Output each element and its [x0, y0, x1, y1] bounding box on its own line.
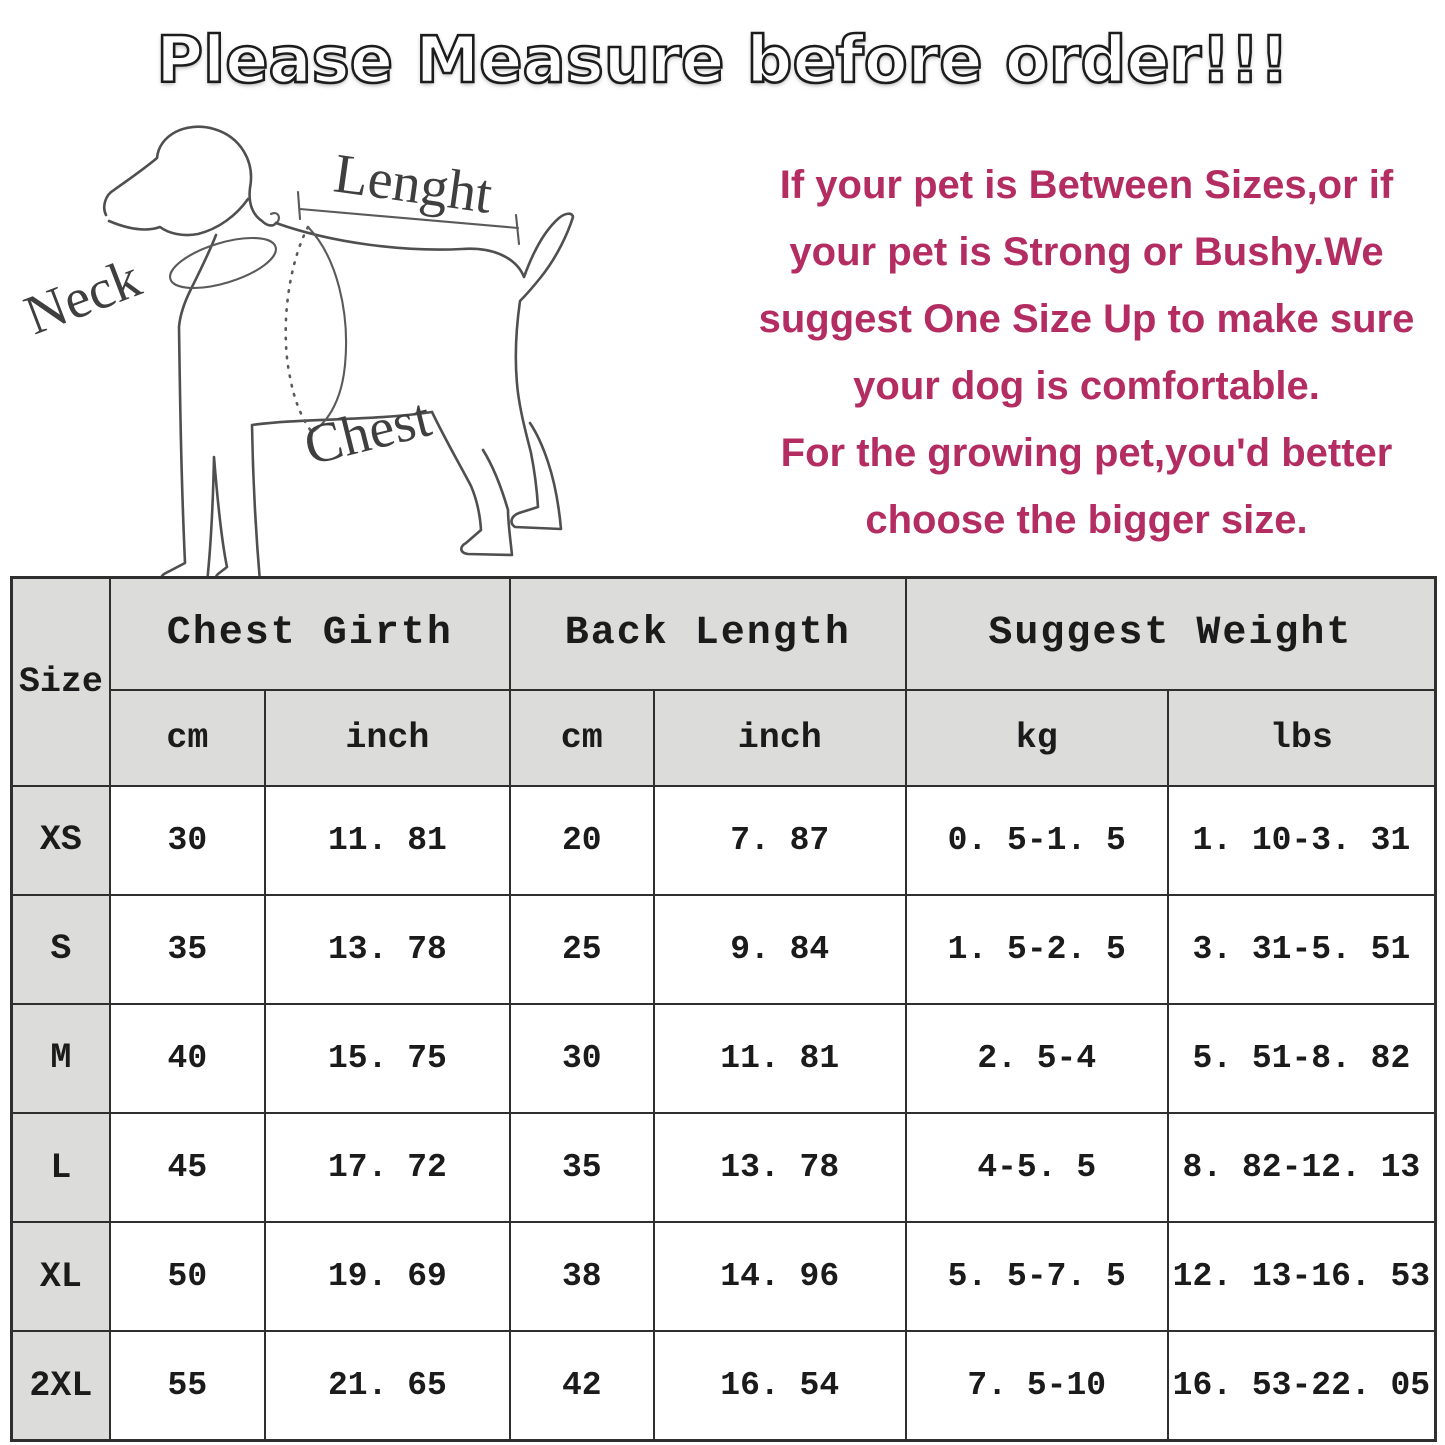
size-label: M — [12, 1004, 110, 1113]
table-row — [12, 786, 1436, 895]
advice-line: choose the bigger size. — [865, 498, 1308, 542]
cell-back-inch: 7. 87 — [654, 786, 906, 895]
cell-weight-lbs: 16. 53-22. 05 — [1168, 1331, 1436, 1440]
cell-chest-inch: 21. 65 — [265, 1331, 510, 1440]
cell-back-inch: 11. 81 — [654, 1004, 906, 1113]
cell-weight-lbs: 5. 51-8. 82 — [1168, 1004, 1436, 1113]
cell-back-cm: 42 — [510, 1331, 654, 1440]
table-row — [12, 1113, 1436, 1222]
cell-weight-lbs: 8. 82-12. 13 — [1168, 1113, 1436, 1222]
dog-head-ear-line — [104, 127, 276, 226]
size-label: S — [12, 895, 110, 1004]
cell-chest-inch: 15. 75 — [265, 1004, 510, 1113]
chest-measure-loop-solid — [308, 227, 346, 433]
page-title: Please Measure before order!!! — [156, 24, 1289, 98]
size-label: XL — [12, 1222, 110, 1331]
size-table — [10, 576, 1437, 1442]
table-row — [12, 895, 1436, 1004]
cell-back-cm: 25 — [510, 895, 654, 1004]
dog-jaw-line — [109, 199, 248, 235]
unit-back-inch: inch — [654, 690, 906, 786]
cell-weight-kg: 1. 5-2. 5 — [906, 895, 1168, 1004]
cell-chest-inch: 13. 78 — [265, 895, 510, 1004]
length-label: Lenght — [330, 142, 496, 226]
cell-weight-lbs: 1. 10-3. 31 — [1168, 786, 1436, 895]
cell-back-inch: 16. 54 — [654, 1331, 906, 1440]
cell-weight-kg: 0. 5-1. 5 — [906, 786, 1168, 895]
cell-back-inch: 14. 96 — [654, 1222, 906, 1331]
table-group-header-row — [12, 578, 1436, 690]
unit-chest-cm: cm — [110, 690, 265, 786]
header-chest-girth: Chest Girth — [110, 578, 510, 690]
cell-chest-inch: 17. 72 — [265, 1113, 510, 1222]
cell-back-inch: 9. 84 — [654, 895, 906, 1004]
cell-back-inch: 13. 78 — [654, 1113, 906, 1222]
table-row — [12, 1222, 1436, 1331]
dog-outline-drawing — [10, 115, 730, 585]
neck-label: Neck — [16, 246, 149, 348]
cell-back-cm: 30 — [510, 1004, 654, 1113]
cell-weight-kg: 4-5. 5 — [906, 1113, 1168, 1222]
dog-rear-leg-line — [432, 412, 512, 555]
cell-chest-cm: 50 — [110, 1222, 265, 1331]
size-label: 2XL — [12, 1331, 110, 1440]
neck-measure-loop — [165, 228, 282, 298]
advice-line: For the growing pet,you'd better — [780, 431, 1393, 475]
unit-weight-kg: kg — [906, 690, 1168, 786]
cell-back-cm: 20 — [510, 786, 654, 895]
cell-chest-cm: 35 — [110, 895, 265, 1004]
header-suggest-weight: Suggest Weight — [906, 578, 1436, 690]
size-label: XS — [12, 786, 110, 895]
size-corner-header: Size — [12, 578, 110, 786]
size-label: L — [12, 1113, 110, 1222]
table-row — [12, 1004, 1436, 1113]
cell-weight-kg: 2. 5-4 — [906, 1004, 1168, 1113]
cell-back-cm: 38 — [510, 1222, 654, 1331]
advice-line: your dog is comfortable. — [853, 364, 1320, 408]
sizing-advice-text — [728, 152, 1445, 554]
cell-back-cm: 35 — [510, 1113, 654, 1222]
cell-weight-kg: 7. 5-10 — [906, 1331, 1168, 1440]
dog-back-tail-line — [276, 214, 573, 529]
unit-weight-lbs: lbs — [1168, 690, 1436, 786]
cell-chest-cm: 30 — [110, 786, 265, 895]
cell-chest-cm: 55 — [110, 1331, 265, 1440]
cell-weight-lbs: 12. 13-16. 53 — [1168, 1222, 1436, 1331]
table-row — [12, 1331, 1436, 1440]
table-unit-header-row — [12, 690, 1436, 786]
cell-chest-cm: 40 — [110, 1004, 265, 1113]
advice-line: If your pet is Between Sizes,or if — [779, 163, 1394, 207]
advice-line: suggest One Size Up to make sure — [758, 297, 1415, 341]
cell-chest-inch: 11. 81 — [265, 786, 510, 895]
chest-label: Chest — [298, 386, 437, 478]
advice-line: your pet is Strong or Bushy.We — [789, 230, 1384, 274]
chest-measure-loop-dotted — [286, 227, 311, 431]
unit-chest-inch: inch — [265, 690, 510, 786]
unit-back-cm: cm — [510, 690, 654, 786]
cell-weight-kg: 5. 5-7. 5 — [906, 1222, 1168, 1331]
cell-chest-inch: 19. 69 — [265, 1222, 510, 1331]
cell-chest-cm: 45 — [110, 1113, 265, 1222]
dog-measurement-diagram — [10, 115, 730, 585]
header-back-length: Back Length — [510, 578, 906, 690]
cell-weight-lbs: 3. 31-5. 51 — [1168, 895, 1436, 1004]
